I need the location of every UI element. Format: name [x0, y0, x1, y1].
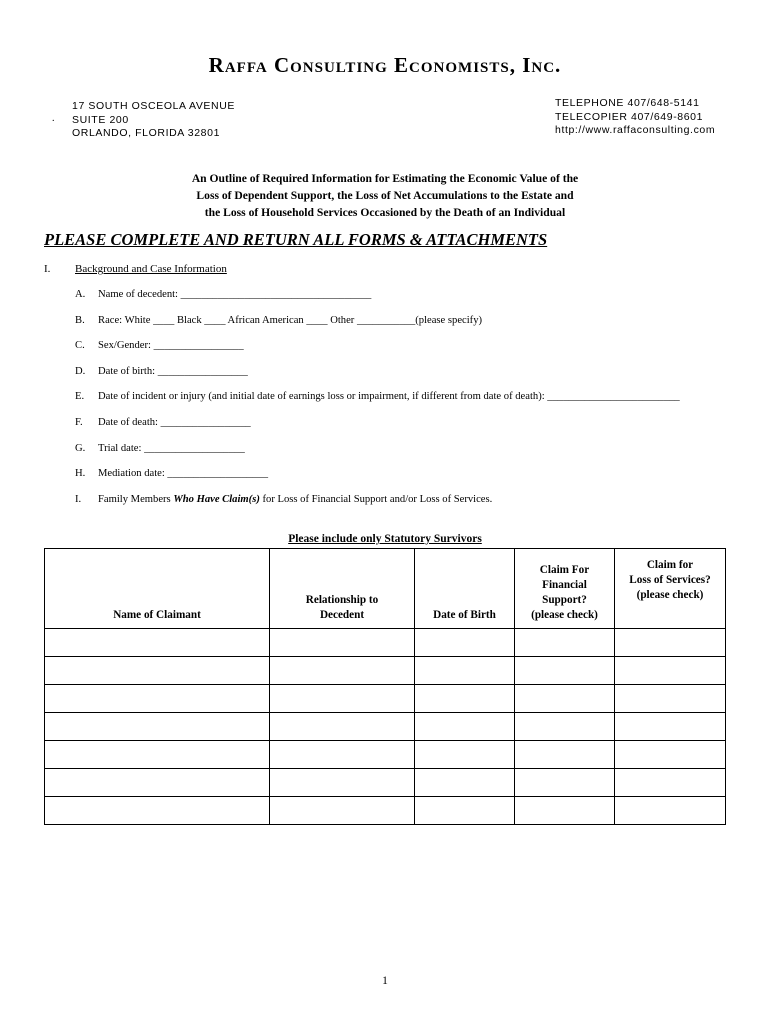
dob-cell[interactable] — [415, 741, 515, 769]
item-letter: G. — [75, 443, 86, 454]
table-header-row — [45, 549, 726, 629]
item-letter: E. — [75, 391, 85, 402]
relationship-cell[interactable] — [270, 629, 415, 657]
header-line: Decedent — [319, 609, 365, 621]
item-letter: H. — [75, 468, 86, 479]
services-check-cell[interactable] — [615, 685, 726, 713]
telephone-line: TELEPHONE 407/648-5141 — [555, 97, 700, 109]
relationship-cell[interactable] — [270, 797, 415, 825]
claimant-name-cell[interactable] — [45, 629, 270, 657]
relationship-cell[interactable] — [270, 769, 415, 797]
section-title: Background and Case Information — [75, 263, 227, 275]
document-title — [0, 170, 770, 221]
item-letter: F. — [75, 417, 83, 428]
table-caption: Please include only Statutory Survivors — [288, 533, 482, 545]
address-line: 17 SOUTH OSCEOLA AVENUE — [72, 100, 235, 112]
col-header-financial-claim — [515, 549, 615, 629]
website-link[interactable]: http://www.raffaconsulting.com — [555, 124, 716, 136]
relationship-cell[interactable] — [270, 685, 415, 713]
financial-check-cell[interactable] — [515, 769, 615, 797]
claimant-name-cell[interactable] — [45, 769, 270, 797]
section-number: I. — [44, 263, 51, 275]
claimant-name-cell[interactable] — [45, 657, 270, 685]
item-letter: A. — [75, 289, 86, 300]
table-row — [45, 713, 726, 741]
col-header-relationship — [270, 549, 415, 629]
field-date-of-incident[interactable] — [75, 391, 680, 402]
contact-info — [555, 97, 715, 138]
header-line: Support? — [542, 594, 587, 606]
table-row — [45, 769, 726, 797]
col-header-name: Name of Claimant — [45, 549, 270, 629]
header-line: (please check) — [636, 589, 704, 601]
table-row — [45, 629, 726, 657]
financial-check-cell[interactable] — [515, 685, 615, 713]
item-letter: D. — [75, 366, 86, 377]
claimants-table — [44, 548, 726, 825]
dob-cell[interactable] — [415, 657, 515, 685]
header-line: Relationship to — [305, 594, 379, 606]
field-sex-gender[interactable] — [75, 340, 244, 351]
item-letter: C. — [75, 340, 85, 351]
mailing-address — [72, 100, 235, 141]
item-text: Sex/Gender: _________________ — [98, 340, 244, 351]
item-text: Date of birth: _________________ — [98, 366, 248, 377]
item-text: Mediation date: ___________________ — [98, 468, 269, 479]
relationship-cell[interactable] — [270, 657, 415, 685]
financial-check-cell[interactable] — [515, 797, 615, 825]
address-line: ORLANDO, FLORIDA 32801 — [72, 127, 221, 139]
item-text: Trial date: ___________________ — [98, 443, 245, 454]
financial-check-cell[interactable] — [515, 657, 615, 685]
table-row — [45, 797, 726, 825]
item-text: Date of incident or injury (and initial date of earnings loss or impairment, if different from date of death): _________________________ — [98, 391, 680, 402]
header-line: Loss of Services? — [629, 574, 711, 586]
claimant-name-cell[interactable] — [45, 741, 270, 769]
title-line: Loss of Dependent Support, the Loss of Net Accumulations to the Estate and — [196, 189, 574, 202]
claimant-name-cell[interactable] — [45, 797, 270, 825]
instruction-banner: PLEASE COMPLETE AND RETURN ALL FORMS & ATTACHMENTS — [44, 230, 548, 249]
telecopier-line: TELECOPIER 407/649-8601 — [555, 110, 704, 123]
claimant-name-cell[interactable] — [45, 685, 270, 713]
item-letter: I. — [75, 494, 82, 505]
field-race[interactable] — [75, 315, 482, 326]
page-number: 1 — [382, 975, 388, 987]
item-text: Race: White ____ Black ____ African American ____ Other ___________(please specify) — [98, 315, 483, 326]
services-check-cell[interactable] — [615, 741, 726, 769]
col-header-services-claim — [615, 549, 726, 629]
col-header-dob: Date of Birth — [415, 549, 515, 629]
financial-check-cell[interactable] — [515, 629, 615, 657]
header-line: (please check) — [531, 609, 598, 621]
item-emphasis: Who Have Claim(s) — [173, 494, 260, 505]
services-check-cell[interactable] — [615, 713, 726, 741]
dob-cell[interactable] — [415, 685, 515, 713]
item-letter: B. — [75, 315, 85, 326]
relationship-cell[interactable] — [270, 713, 415, 741]
claimant-name-cell[interactable] — [45, 713, 270, 741]
services-check-cell[interactable] — [615, 657, 726, 685]
company-name: Raffa Consulting Economists, Inc. — [208, 53, 562, 77]
dob-cell[interactable] — [415, 769, 515, 797]
dob-cell[interactable] — [415, 629, 515, 657]
financial-check-cell[interactable] — [515, 713, 615, 741]
header-line: Claim for — [646, 559, 694, 571]
item-text: Name of decedent: ____________________________________ — [98, 289, 372, 300]
table-row — [45, 657, 726, 685]
table-row — [45, 741, 726, 769]
item-text: for Loss of Financial Support and/or Loss of Services. — [259, 494, 493, 505]
family-members-item — [75, 494, 492, 505]
financial-check-cell[interactable] — [515, 741, 615, 769]
header-line: Financial — [542, 579, 587, 591]
dob-cell[interactable] — [415, 797, 515, 825]
field-date-of-birth[interactable] — [75, 366, 248, 377]
field-trial-date[interactable] — [75, 443, 245, 454]
title-line: An Outline of Required Information for Estimating the Economic Value of the — [191, 172, 579, 185]
field-decedent-name[interactable] — [75, 289, 371, 300]
services-check-cell[interactable] — [615, 769, 726, 797]
address-line: SUITE 200 — [72, 113, 129, 126]
dob-cell[interactable] — [415, 713, 515, 741]
field-date-of-death[interactable] — [75, 417, 251, 428]
item-text: Family Members — [98, 494, 174, 505]
services-check-cell[interactable] — [615, 797, 726, 825]
table-row — [45, 685, 726, 713]
stray-mark: . — [52, 113, 55, 124]
services-check-cell[interactable] — [615, 629, 726, 657]
relationship-cell[interactable] — [270, 741, 415, 769]
item-text: Date of death: _________________ — [98, 417, 251, 428]
field-mediation-date[interactable] — [75, 468, 268, 479]
header-line: Claim For — [539, 564, 590, 576]
title-line: the Loss of Household Services Occasioned by the Death of an Individual — [204, 206, 566, 219]
